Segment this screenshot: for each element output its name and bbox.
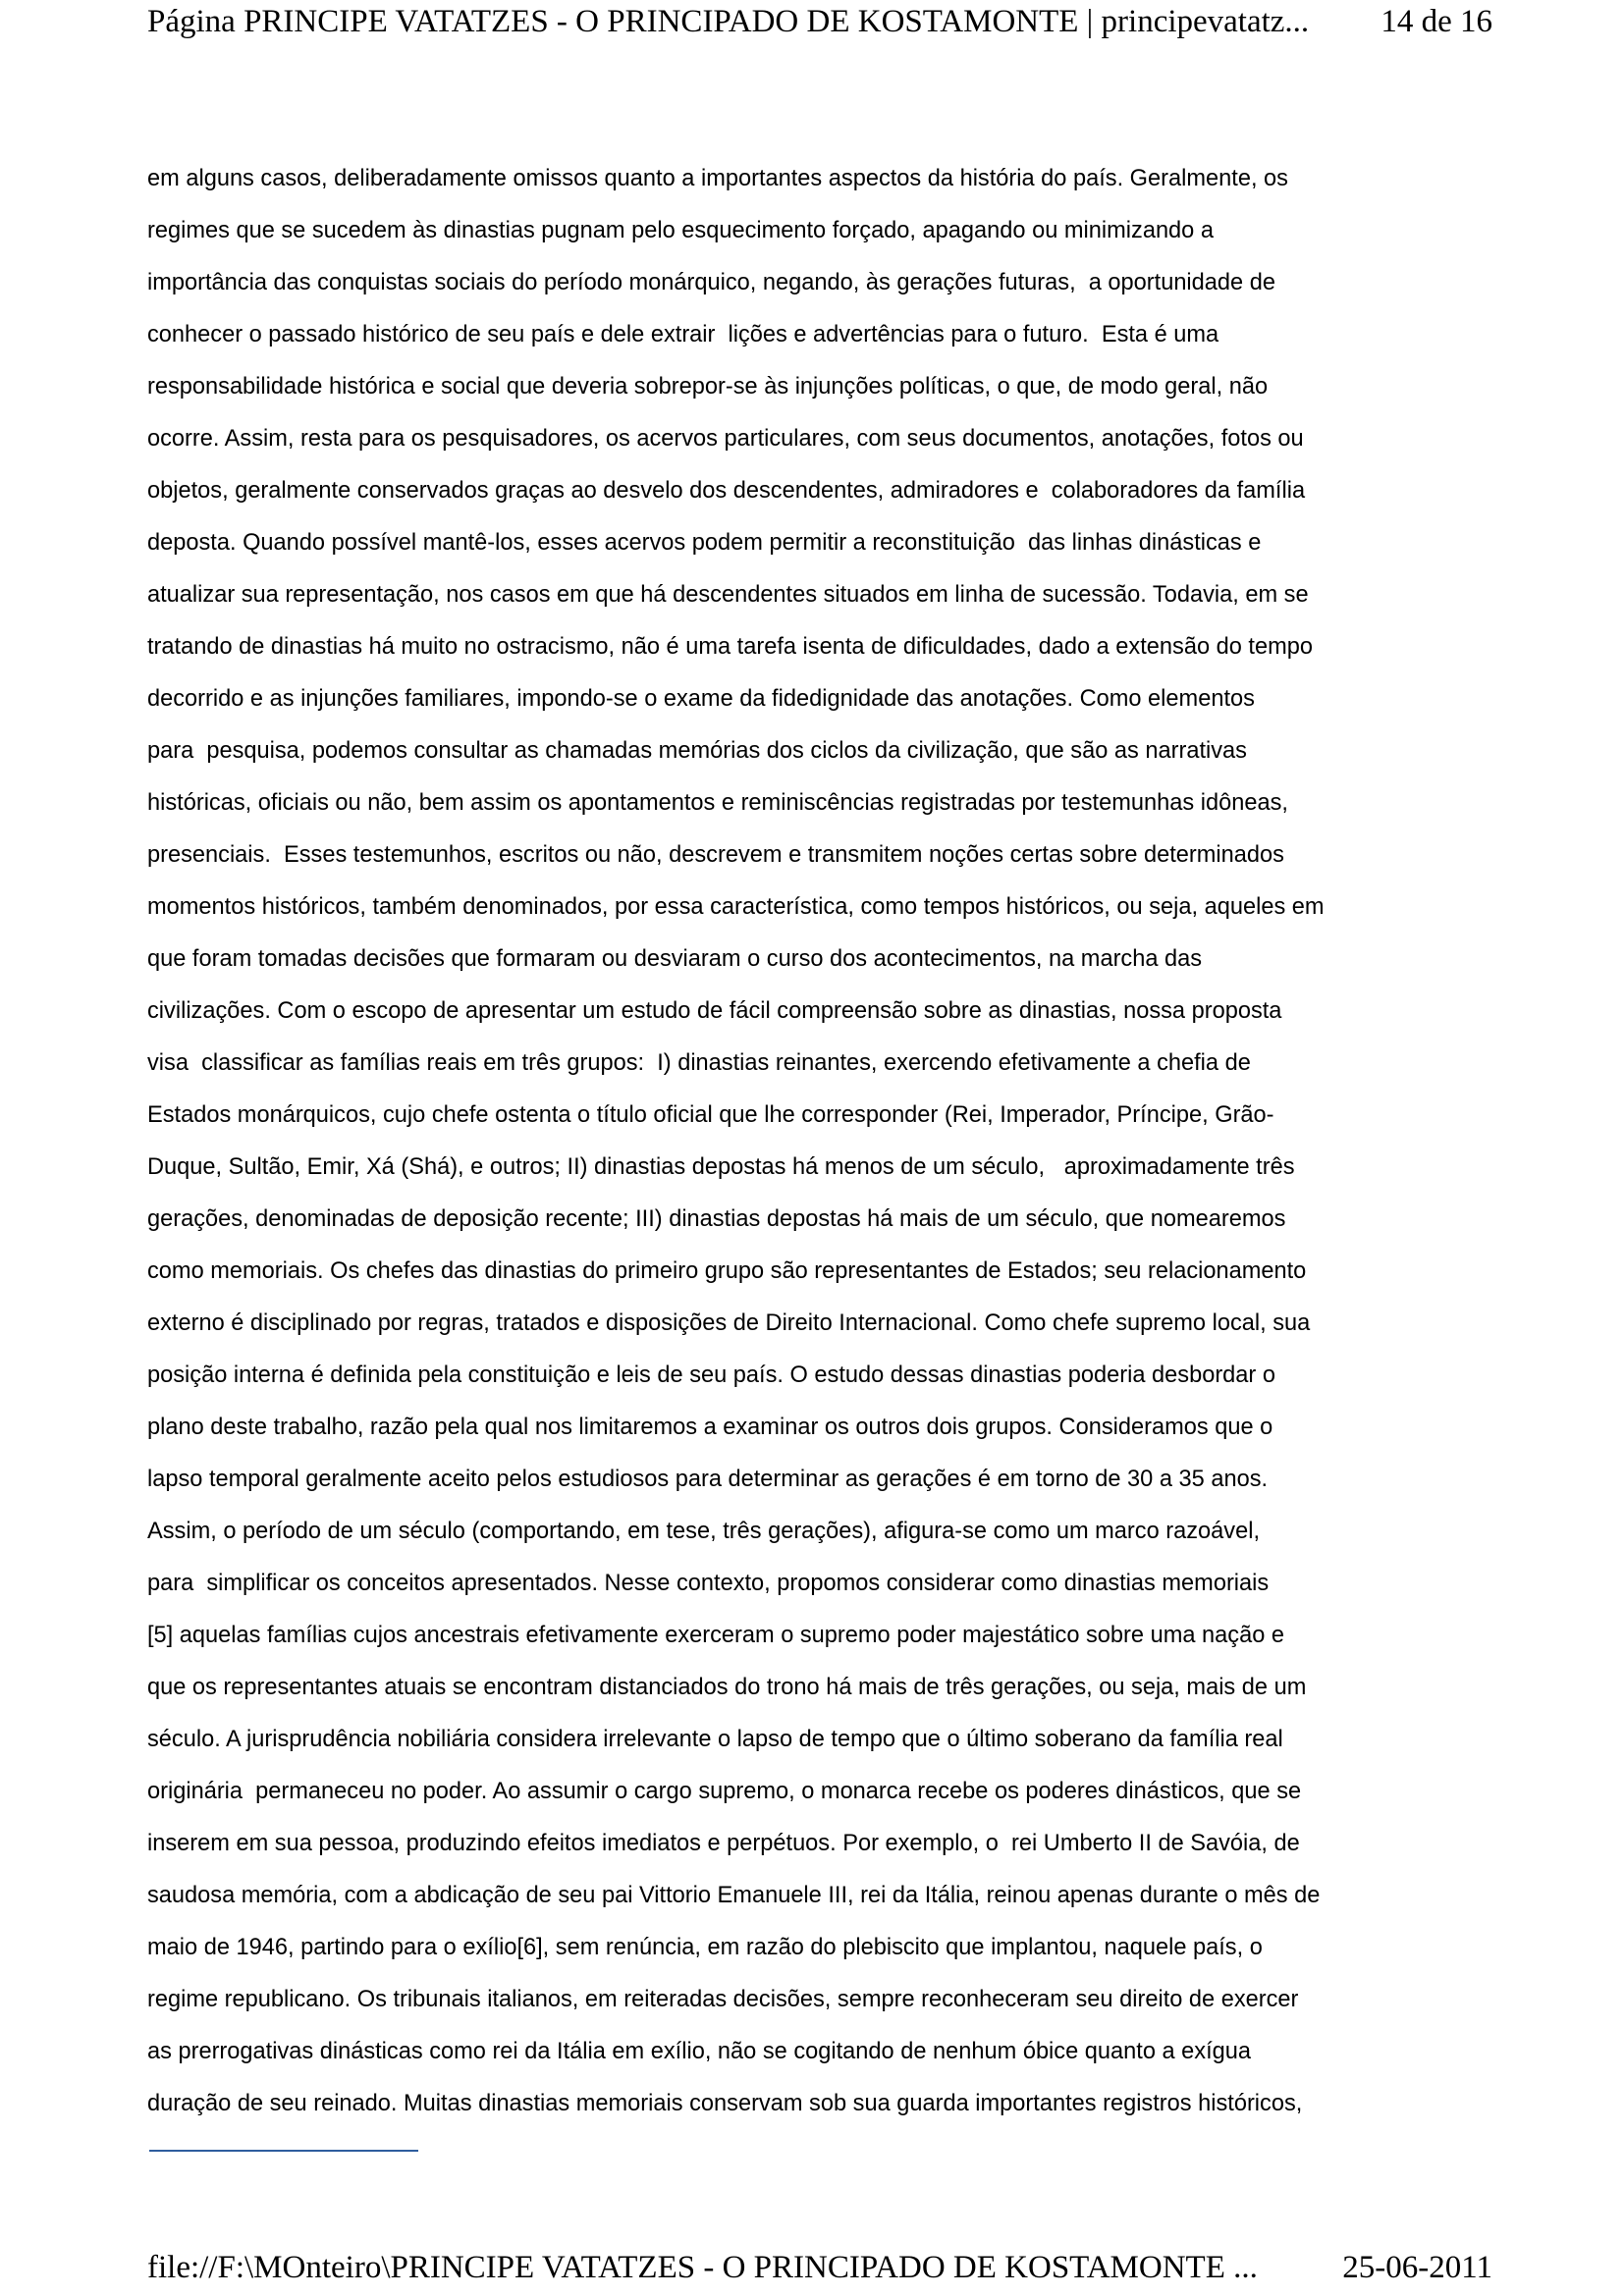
- text-line: para simplificar os conceitos apresentados. Nesse contexto, propomos considerar como dinastias memoriais: [147, 1571, 1270, 1596]
- text-line: responsabilidade histórica e social que deveria sobrepor-se às injunções políticas, o que, de modo geral, não: [147, 374, 1269, 400]
- text-line: regime republicano. Os tribunais italianos, em reiteradas decisões, sempre reconheceram seu direito de exercer: [147, 1987, 1299, 2012]
- text-line: saudosa memória, com a abdicação de seu pai Vittorio Emanuele III, rei da Itália, reinou apenas durante o mês de: [147, 1883, 1321, 1908]
- text-line: que os representantes atuais se encontram distanciados do trono há mais de três gerações, ou seja, mais de um: [147, 1675, 1307, 1700]
- text-line: objetos, geralmente conservados graças ao desvelo dos descendentes, admiradores e colaboradores da família: [147, 478, 1306, 504]
- text-line: civilizações. Com o escopo de apresentar um estudo de fácil compreensão sobre as dinastias, nossa proposta: [147, 998, 1282, 1024]
- header-title: Página PRINCIPE VATATZES - O PRINCIPADO DE KOSTAMONTE | principevatatz...: [147, 4, 1310, 39]
- page-footer: [147, 2250, 1492, 2291]
- document-body: [147, 153, 1502, 2130]
- text-line: como memoriais. Os chefes das dinastias do primeiro grupo são representantes de Estados; seu relacionamento: [147, 1258, 1307, 1284]
- text-line: externo é disciplinado por regras, tratados e disposições de Direito Internacional. Como chefe supremo local, sua: [147, 1310, 1311, 1336]
- text-line: plano deste trabalho, razão pela qual nos limitaremos a examinar os outros dois grupos. Consideramos que o: [147, 1415, 1273, 1440]
- text-line: Duque, Sultão, Emir, Xá (Shá), e outros; II) dinastias depostas há menos de um século, aproximadamente três: [147, 1154, 1295, 1180]
- text-line: importância das conquistas sociais do período monárquico, negando, às gerações futuras, a oportunidade de: [147, 270, 1275, 295]
- text-line: duração de seu reinado. Muitas dinastias memoriais conservam sob sua guarda importantes registros históricos,: [147, 2091, 1303, 2116]
- text-line: decorrido e as injunções familiares, impondo-se o exame da fidedignidade das anotações. Como elementos: [147, 686, 1255, 712]
- text-line: originária permaneceu no poder. Ao assumir o cargo supremo, o monarca recebe os poderes dinásticos, que se: [147, 1779, 1302, 1804]
- text-line: que foram tomadas decisões que formaram ou desviaram o curso dos acontecimentos, na marcha das: [147, 946, 1203, 972]
- footnote-separator: [149, 2150, 418, 2152]
- text-line: Assim, o período de um século (comportando, em tese, três gerações), afigura-se como um marco razoável,: [147, 1519, 1260, 1544]
- text-line: para pesquisa, podemos consultar as chamadas memórias dos ciclos da civilização, que são as narrativas: [147, 738, 1247, 764]
- text-line: gerações, denominadas de deposição recente; III) dinastias depostas há mais de um século, que nomearemos: [147, 1206, 1286, 1232]
- text-line: tratando de dinastias há muito no ostracismo, não é uma tarefa isenta de dificuldades, dado a extensão do tempo: [147, 634, 1313, 660]
- text-line: presenciais. Esses testemunhos, escritos ou não, descrevem e transmitem noções certas sobre determinados: [147, 842, 1284, 868]
- text-line: posição interna é definida pela constituição e leis de seu país. O estudo dessas dinastias poderia desbordar o: [147, 1362, 1275, 1388]
- text-line: atualizar sua representação, nos casos em que há descendentes situados em linha de sucessão. Todavia, em se: [147, 582, 1309, 608]
- text-line: as prerrogativas dinásticas como rei da Itália em exílio, não se cogitando de nenhum óbice quanto a exígua: [147, 2039, 1252, 2064]
- text-line: regimes que se sucedem às dinastias pugnam pelo esquecimento forçado, apagando ou minimizando a: [147, 218, 1214, 243]
- text-line: momentos históricos, também denominados, por essa característica, como tempos históricos, ou seja, aqueles em: [147, 894, 1325, 920]
- page-header: [147, 4, 1492, 43]
- footer-file-path: file://F:\MOnteiro\PRINCIPE VATATZES - O PRINCIPADO DE KOSTAMONTE ...: [147, 2250, 1258, 2285]
- text-line: históricas, oficiais ou não, bem assim os apontamentos e reminiscências registradas por testemunhas idôneas,: [147, 790, 1288, 816]
- footer-date: 25-06-2011: [1342, 2250, 1492, 2285]
- text-line: visa classificar as famílias reais em três grupos: I) dinastias reinantes, exercendo efetivamente a chefia de: [147, 1050, 1251, 1076]
- text-line: em alguns casos, deliberadamente omissos quanto a importantes aspectos da história do país. Geralmente, os: [147, 166, 1288, 191]
- text-line: [5] aquelas famílias cujos ancestrais efetivamente exerceram o supremo poder majestático sobre uma nação e: [147, 1623, 1284, 1648]
- text-line: deposta. Quando possível mantê-los, esses acervos podem permitir a reconstituição das linhas dinásticas e: [147, 530, 1262, 556]
- text-line: conhecer o passado histórico de seu país e dele extrair lições e advertências para o futuro. Esta é uma: [147, 322, 1219, 347]
- text-line: ocorre. Assim, resta para os pesquisadores, os acervos particulares, com seus documentos, anotações, fotos ou: [147, 426, 1304, 452]
- text-line: maio de 1946, partindo para o exílio[6], sem renúncia, em razão do plebiscito que implantou, naquele país, o: [147, 1935, 1263, 1960]
- text-line: inserem em sua pessoa, produzindo efeitos imediatos e perpétuos. Por exemplo, o rei Umberto II de Savóia, de: [147, 1831, 1300, 1856]
- page-indicator: 14 de 16: [1380, 4, 1492, 39]
- text-line: século. A jurisprudência nobiliária considera irrelevante o lapso de tempo que o último soberano da família real: [147, 1727, 1283, 1752]
- text-line: Estados monárquicos, cujo chefe ostenta o título oficial que lhe corresponder (Rei, Imperador, Príncipe, Grão-: [147, 1102, 1274, 1128]
- text-line: lapso temporal geralmente aceito pelos estudiosos para determinar as gerações é em torno de 30 a 35 anos.: [147, 1467, 1269, 1492]
